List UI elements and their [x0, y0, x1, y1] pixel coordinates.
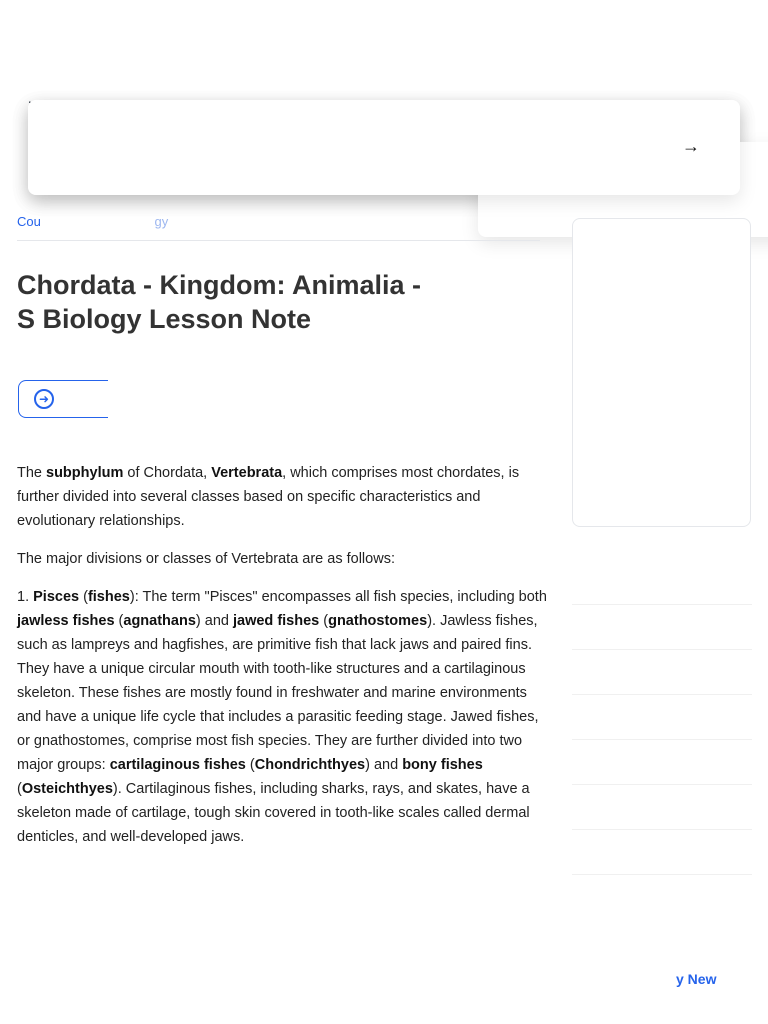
breadcrumb-item-courses[interactable]: Cou [17, 214, 41, 229]
list-item[interactable] [572, 650, 752, 695]
paragraph-divisions: The major divisions or classes of Vertebrata are as follows: [17, 551, 395, 567]
sidebar-list [572, 560, 752, 875]
paragraph-intro: The subphylum of Chordata, Vertebrata, which comprises most chordates, is further divided into several classes based on specific characteristics and evolutionary relationships. [17, 465, 520, 529]
enroll-button[interactable] [18, 380, 108, 418]
lesson-content [17, 461, 548, 863]
login-arrow-icon: ➜ [34, 389, 54, 409]
breadcrumb [17, 214, 168, 229]
list-item[interactable] [572, 785, 752, 830]
list-item[interactable] [572, 695, 752, 740]
arrow-right-icon[interactable]: → [682, 136, 700, 156]
page-title: Chordata - Kingdom: Animalia - S Biology Lesson Note [17, 270, 421, 334]
header-action-pill[interactable] [28, 100, 740, 195]
list-item[interactable] [572, 560, 752, 605]
breadcrumb-item-biology[interactable]: gy [154, 214, 169, 229]
paragraph-pisces: 1. Pisces (fishes): The term "Pisces" encompasses all fish species, including both jawless fishes (agnathans) and jawed fishes (gnathostomes). Jawless fishes, such as lampreys and hagfishes, are primitive fish that lack jaws and paired fins. They have a unique circular mouth with tooth-like structures and a cartilaginous skeleton. These fishes are mostly found in freshwater and marine environments and have a unique life cycle that includes a parasitic feeding stage. Jawed fishes, or gnathostomes, comprise most fish species. They are further divided into two major groups: cartilaginous fishes (Chondrichthyes) and bony fishes (Osteichthyes). Cartilaginous fishes, including sharks, rays, and skates, have a skeleton made of cartilage, tough skin covered in tooth-like scales called dermal denticles, and well-developed jaws. [17, 589, 547, 845]
list-item[interactable] [572, 740, 752, 785]
list-item[interactable] [572, 605, 752, 650]
list-item[interactable] [572, 830, 752, 875]
sidebar-card [572, 218, 751, 527]
breadcrumb-divider [17, 240, 540, 241]
try-new-link[interactable]: y New [676, 971, 717, 987]
